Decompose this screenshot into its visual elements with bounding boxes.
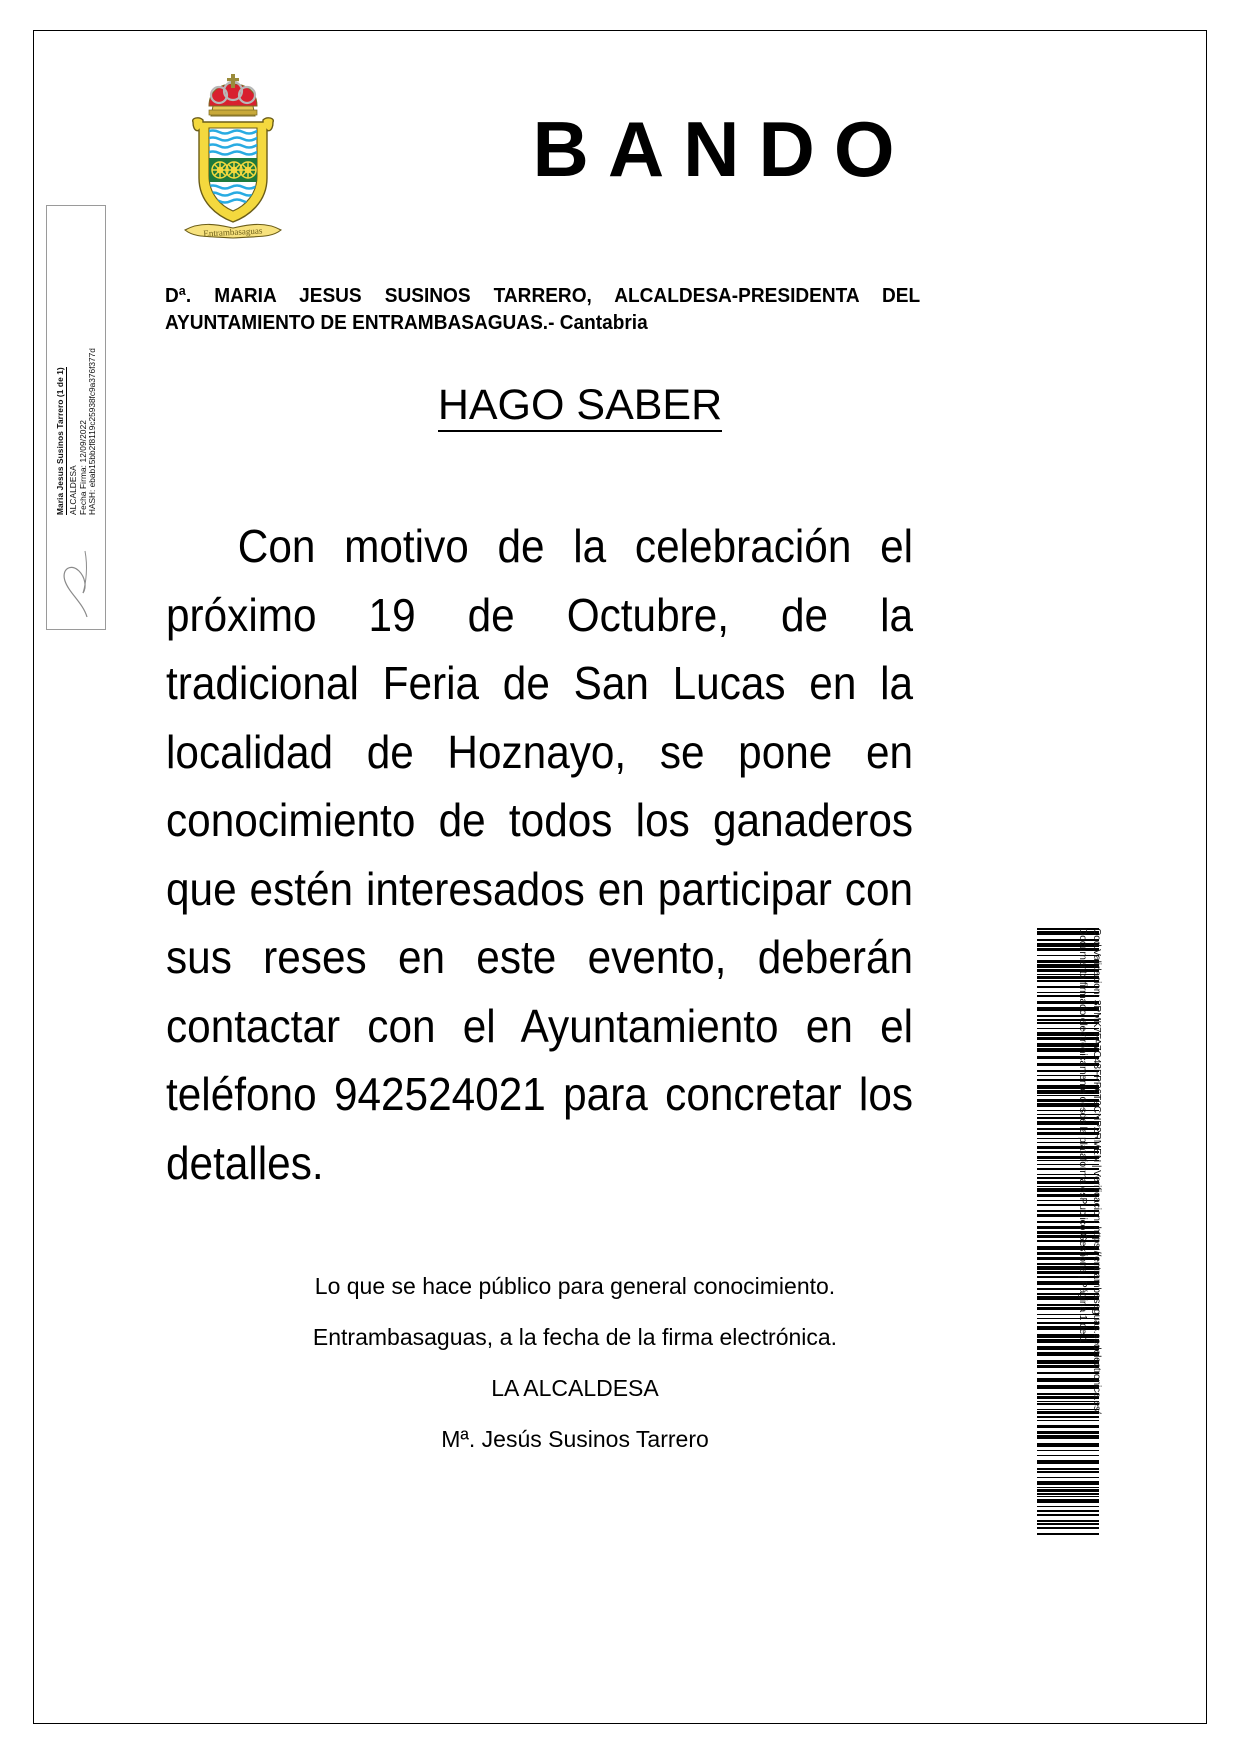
officer-heading-line-1: Dª. MARIA JESUS SUSINOS TARRERO, ALCALDESA-PRESIDENTA DEL <box>165 284 921 307</box>
handwritten-signature-icon <box>59 523 95 623</box>
document-header <box>33 60 1033 270</box>
closing-line-role: LA ALCALDESA <box>491 1375 659 1401</box>
verification-strip <box>1037 928 1227 1540</box>
closing-line-place-date: Entrambasaguas, a la fecha de la firma electrónica. <box>312 1324 838 1350</box>
signature-signer-role: ALCALDESA <box>67 465 78 515</box>
verification-code-line: Cod.Validacion: 3PMK7FA7C43FPP6T9CNP2RMEN | Verificacion: https://entrambasaguas.sedelectronica.es/ <box>1091 928 1102 1414</box>
verification-platform-line: Documento firmado electrónicamente desde la plataforma esPublico Gestiona | Página 1 de 1 <box>1077 928 1089 1343</box>
coat-of-arms-icon <box>173 70 293 255</box>
officer-heading-line-2: AYUNTAMIENTO DE ENTRAMBASAGUAS.- Cantabria <box>165 311 648 335</box>
proclamation-label-text: HAGO SABER <box>438 381 722 432</box>
page-title: BANDO <box>532 105 914 193</box>
signature-hash: HASH: ebab15bb2f8119c25938fc9a376f377d <box>87 348 98 515</box>
signature-date: Fecha Firma: 12/09/2022 <box>77 420 88 515</box>
shield-motto-text: Entrambasaguas <box>203 225 263 239</box>
closing-block <box>120 1275 1030 1451</box>
proclamation-body: Con motivo de la celebración el próximo 19 de Octubre, de la tradicional Feria de San Lucas en la localidad de Hoznayo, se pone en conocimiento de todos los ganaderos que estén interesados en participar con sus reses en este evento, deberán contactar con el Ayuntamiento en el teléfono 942524021 para concretar los detalles. <box>166 520 914 1189</box>
proclamation-label <box>0 382 1160 429</box>
closing-line-signer: Mª. Jesús Susinos Tarrero <box>441 1426 709 1452</box>
signature-signer-name: Maria Jesus Susinos Tarrero (1 de 1) <box>55 367 65 515</box>
verification-text-rotated <box>1055 928 1103 1540</box>
closing-line-public-notice: Lo que se hace público para general conocimiento. <box>314 1273 836 1299</box>
officer-heading <box>165 282 920 336</box>
